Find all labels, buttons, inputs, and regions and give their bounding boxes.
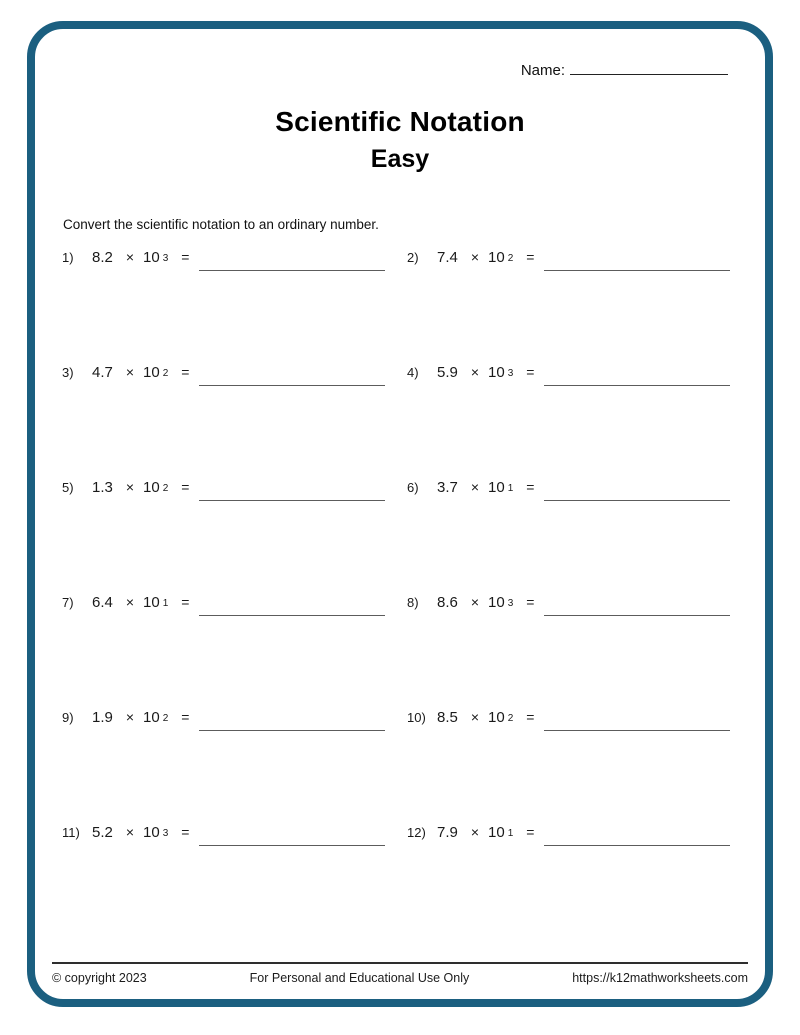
equals-symbol: = (181, 479, 190, 495)
multiply-symbol: × (470, 709, 480, 725)
problem-number: 6) (407, 480, 419, 495)
problem-5 (62, 479, 385, 501)
coefficient: 8.2 (92, 249, 113, 266)
problem-number: 2) (407, 250, 419, 265)
answer-blank[interactable] (544, 382, 730, 386)
coefficient: 3.7 (437, 479, 458, 496)
problem-number: 9) (62, 710, 74, 725)
coefficient: 7.9 (437, 824, 458, 841)
problem-4 (407, 364, 730, 386)
equals-symbol: = (181, 594, 190, 610)
multiply-symbol: × (125, 249, 135, 265)
coefficient: 6.4 (92, 594, 113, 611)
problem-9 (62, 709, 385, 731)
coefficient: 1.3 (92, 479, 113, 496)
exponent: 2 (162, 713, 169, 724)
equals-symbol: = (181, 249, 190, 265)
equals-symbol: = (526, 709, 535, 725)
title-block (0, 106, 800, 174)
problem-number: 5) (62, 480, 74, 495)
multiply-symbol: × (125, 479, 135, 495)
answer-blank[interactable] (199, 267, 385, 271)
page-title: Scientific Notation (275, 106, 525, 137)
multiply-symbol: × (125, 364, 135, 380)
multiply-symbol: × (470, 824, 480, 840)
equals-symbol: = (181, 364, 190, 380)
footer (52, 962, 748, 985)
coefficient: 8.5 (437, 709, 458, 726)
equals-symbol: = (526, 594, 535, 610)
base-ten: 10 (143, 709, 160, 726)
problem-3 (62, 364, 385, 386)
base-ten: 10 (488, 709, 505, 726)
multiply-symbol: × (470, 479, 480, 495)
problem-10 (407, 709, 730, 731)
answer-blank[interactable] (199, 727, 385, 731)
multiply-symbol: × (470, 364, 480, 380)
multiply-symbol: × (470, 249, 480, 265)
multiply-symbol: × (125, 824, 135, 840)
base-ten: 10 (143, 594, 160, 611)
answer-blank[interactable] (544, 497, 730, 501)
coefficient: 8.6 (437, 594, 458, 611)
problem-8 (407, 594, 730, 616)
copyright-text: © copyright 2023 (52, 971, 147, 985)
exponent: 1 (162, 598, 169, 609)
base-ten: 10 (143, 824, 160, 841)
equals-symbol: = (526, 479, 535, 495)
equals-symbol: = (526, 824, 535, 840)
equals-symbol: = (526, 364, 535, 380)
coefficient: 5.9 (437, 364, 458, 381)
usage-text: For Personal and Educational Use Only (249, 971, 470, 985)
multiply-symbol: × (125, 594, 135, 610)
answer-blank[interactable] (199, 497, 385, 501)
problem-2 (407, 249, 730, 271)
answer-blank[interactable] (199, 842, 385, 846)
equals-symbol: = (181, 824, 190, 840)
problem-11 (62, 824, 385, 846)
exponent: 1 (507, 828, 514, 839)
coefficient: 4.7 (92, 364, 113, 381)
exponent: 2 (162, 483, 169, 494)
answer-blank[interactable] (544, 267, 730, 271)
name-row (521, 60, 728, 79)
base-ten: 10 (488, 594, 505, 611)
answer-blank[interactable] (544, 842, 730, 846)
coefficient: 7.4 (437, 249, 458, 266)
problem-number: 11) (62, 825, 80, 840)
exponent: 3 (162, 828, 169, 839)
exponent: 3 (507, 598, 514, 609)
equals-symbol: = (526, 249, 535, 265)
base-ten: 10 (143, 364, 160, 381)
problem-number: 10) (407, 710, 426, 725)
problems-grid (62, 249, 730, 939)
name-label: Name: (520, 62, 565, 79)
problem-12 (407, 824, 730, 846)
answer-blank[interactable] (199, 382, 385, 386)
equals-symbol: = (181, 709, 190, 725)
multiply-symbol: × (125, 709, 135, 725)
problem-number: 3) (62, 365, 74, 380)
exponent: 2 (507, 253, 514, 264)
answer-blank[interactable] (199, 612, 385, 616)
problem-7 (62, 594, 385, 616)
exponent: 2 (162, 368, 169, 379)
answer-blank[interactable] (544, 727, 730, 731)
problem-1 (62, 249, 385, 271)
problem-number: 12) (407, 825, 426, 840)
exponent: 3 (507, 368, 514, 379)
base-ten: 10 (488, 364, 505, 381)
exponent: 2 (507, 713, 514, 724)
problem-number: 4) (407, 365, 419, 380)
problem-number: 8) (407, 595, 419, 610)
exponent: 3 (162, 253, 169, 264)
problem-number: 1) (62, 250, 74, 265)
base-ten: 10 (488, 479, 505, 496)
base-ten: 10 (488, 249, 505, 266)
base-ten: 10 (143, 479, 160, 496)
multiply-symbol: × (470, 594, 480, 610)
problem-number: 7) (62, 595, 74, 610)
coefficient: 5.2 (92, 824, 113, 841)
exponent: 1 (507, 483, 514, 494)
problem-6 (407, 479, 730, 501)
name-blank[interactable] (570, 60, 728, 75)
page-subtitle: Easy (370, 145, 430, 173)
coefficient: 1.9 (92, 709, 113, 726)
instruction-text: Convert the scientific notation to an ordinary number. (63, 217, 379, 232)
website-url: https://k12mathworksheets.com (572, 971, 748, 985)
base-ten: 10 (143, 249, 160, 266)
answer-blank[interactable] (544, 612, 730, 616)
base-ten: 10 (488, 824, 505, 841)
